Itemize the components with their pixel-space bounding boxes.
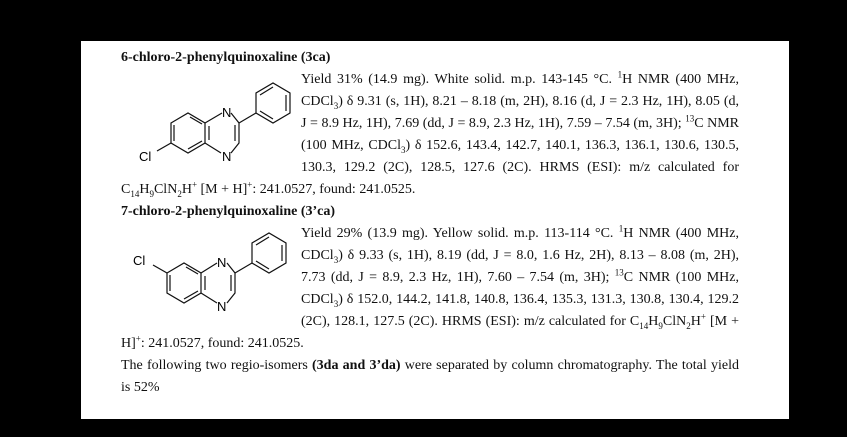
compound-entry-3ca [121,69,739,201]
atom-n1: N [217,255,227,270]
closing-paragraph: The following two regio-isomers (3da and 3’da) were separated by column chromatography. The total yield is 52% [121,358,739,395]
document-page [81,41,789,419]
compound-title-3prime-ca: 7-chloro-2-phenylquinoxaline (3’ca) [121,204,336,219]
compound-data-3prime-ca: Yield 29% (13.9 mg). Yellow solid. m.p. 113-114 °C. $^1$H NMR (400 MHz, CDCl$_3$) δ 9.33 (s, 1H), 8.19 (dd, J = 8.0, 1.6 Hz, 2H), 8.13 – 8.08 (m, 2H), 7.73 (dd, J = 8.9, 2.3 Hz, 1H), 7.60 – 7.54 (m, 3H); $^{13}$C NMR (100 MHz, CDCl$_3$) δ 152.0, 144.2, 141.8, 140.8, 136.4, 135.3, 131.3, 130.8, 130.4, 129.2 (2C), 128.1, 127.5 (2C). HRMS (ESI): m/z calculated for $C_{14}H_9ClN_2H^+$ [M + H]+: 241.0527, found: 241.0525. [121,223,739,351]
atom-cl: Cl [139,149,152,164]
structure-3ca [121,69,301,179]
structure-3prime-ca [121,223,301,333]
compound-entry-3prime-ca [121,223,739,355]
document-content [121,47,739,399]
compound-title-3ca: 6-chloro-2-phenylquinoxaline (3ca) [121,50,331,65]
atom-cl: Cl [133,253,146,268]
atom-n2: N [222,149,232,164]
atom-n2: N [217,299,227,314]
compound-data-3ca: Yield 31% (14.9 mg). White solid. m.p. 143-145 °C. $^1$H NMR (400 MHz, CDCl$_3$) δ 9.31 (s, 1H), 8.21 – 8.18 (m, 2H), 8.16 (d, J = 2.3 Hz, 1H), 8.05 (d, J = 8.9 Hz, 1H), 7.69 (dd, J = 8.9, 2.3 Hz, 1H), 7.59 – 7.54 (m, 3H); $^{13}$C NMR (100 MHz, CDCl$_3$) δ 152.6, 143.4, 142.7, 140.1, 136.3, 136.1, 130.6, 130.5, 130.3, 129.2 (2C), 128.5, 127.6 (2C). HRMS (ESI): m/z calculated for $C_{14}H_9ClN_2H^+$ [M + H]+: 241.0527, found: 241.0525. [121,69,740,199]
atom-n1: N [222,105,232,120]
